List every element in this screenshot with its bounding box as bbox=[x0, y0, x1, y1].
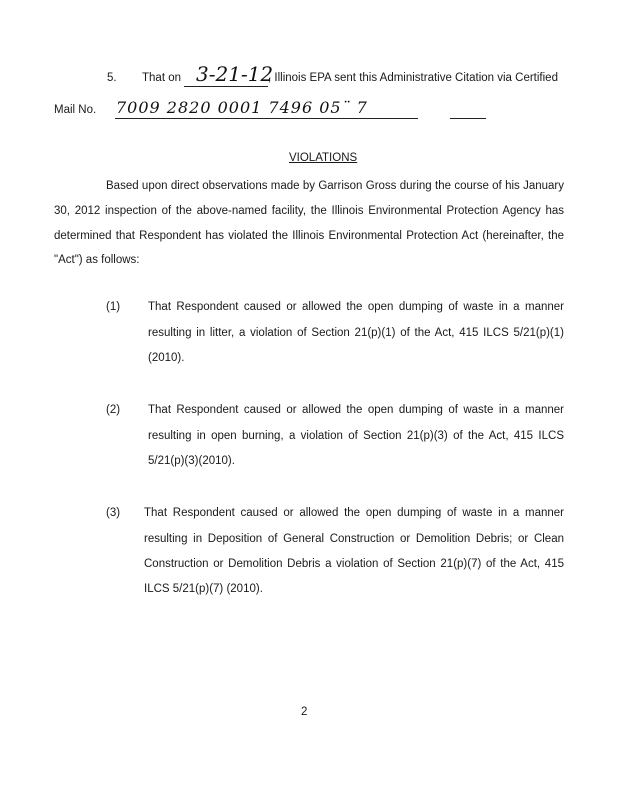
item-5-text: , Illinois EPA sent this Administrative Citation via Certified bbox=[268, 72, 558, 84]
violation-3-number: (3) bbox=[106, 507, 121, 519]
violation-2-line-1: That Respondent caused or allowed the open dumping of waste in a manner bbox=[148, 404, 564, 416]
violation-2-line-3: 5/21(p)(3)(2010). bbox=[148, 455, 235, 467]
mail-number-underline bbox=[115, 118, 418, 119]
violation-3-line-1: That Respondent caused or allowed the open dumping of waste in a manner bbox=[144, 507, 564, 519]
violation-3-line-2: resulting in Deposition of General Construction or Demolition Debris; or Clean bbox=[144, 533, 564, 545]
date-underline bbox=[184, 86, 268, 87]
violation-1-line-1: That Respondent caused or allowed the open dumping of waste in a manner bbox=[148, 301, 564, 313]
violation-3-line-3: Construction or Demolition Debris a violation of Section 21(p)(7) of the Act, 415 bbox=[144, 558, 564, 570]
violations-heading: VIOLATIONS bbox=[289, 152, 358, 164]
handwritten-date: 3-21-12 bbox=[196, 62, 274, 86]
violation-1-number: (1) bbox=[106, 301, 121, 313]
intro-line-3: determined that Respondent has violated the Illinois Environmental Protection Act (hereinafter, the bbox=[54, 230, 564, 242]
mail-trailing-underline bbox=[450, 118, 486, 119]
violation-1-line-2: resulting in litter, a violation of Section 21(p)(1) of the Act, 415 ILCS 5/21(p)(1) bbox=[148, 327, 564, 339]
item-5-number: 5. bbox=[107, 72, 117, 84]
item-5-lead: That on bbox=[142, 72, 181, 84]
intro-line-4: "Act") as follows: bbox=[54, 254, 140, 266]
violation-2-number: (2) bbox=[106, 404, 121, 416]
violation-1-line-3: (2010). bbox=[148, 352, 185, 364]
violation-3-line-4: ILCS 5/21(p)(7) (2010). bbox=[144, 583, 263, 595]
mail-label: Mail No. bbox=[54, 104, 97, 116]
intro-line-1: Based upon direct observations made by Garrison Gross during the course of his January bbox=[106, 180, 564, 192]
page-number: 2 bbox=[301, 706, 308, 718]
handwritten-mail-number: 7009 2820 0001 7496 05¨ 7 bbox=[116, 98, 368, 117]
violation-2-line-2: resulting in open burning, a violation of Section 21(p)(3) of the Act, 415 ILCS bbox=[148, 430, 564, 442]
intro-line-2: 30, 2012 inspection of the above-named facility, the Illinois Environmental Protection Agency has bbox=[54, 205, 564, 217]
